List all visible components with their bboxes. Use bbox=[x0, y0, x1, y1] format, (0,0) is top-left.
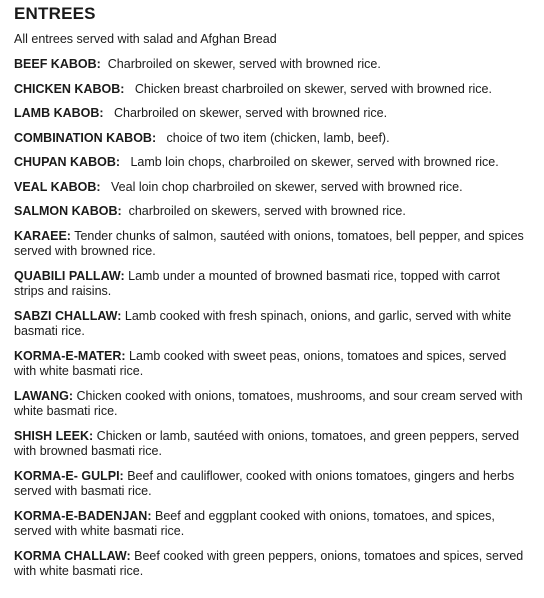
menu-item-lamb-kabob bbox=[14, 106, 530, 122]
menu-item-salmon-kabob bbox=[14, 204, 530, 220]
section-title: ENTREES bbox=[14, 4, 96, 23]
menu-item-korma-challaw bbox=[14, 549, 530, 580]
menu-item-sabzi-challaw bbox=[14, 309, 530, 340]
item-name: BEEF KABOB: bbox=[14, 57, 101, 71]
item-name: CHUPAN KABOB: bbox=[14, 155, 121, 169]
menu-item-korma-e-badenjan bbox=[14, 509, 530, 540]
menu-item-beef-kabob bbox=[14, 57, 530, 73]
item-name: KORMA CHALLAW: bbox=[14, 548, 131, 563]
section-subtitle: All entrees served with salad and Afghan Bread bbox=[14, 32, 277, 46]
item-name: KORMA-E- GULPI: bbox=[14, 468, 124, 483]
menu-item-karaee bbox=[14, 229, 530, 260]
item-description: Chicken cooked with onions, tomatoes, mushrooms, and sour cream served with white basmati rice. bbox=[14, 388, 523, 418]
item-description: charbroiled on skewers, served with browned rice. bbox=[128, 204, 406, 218]
menu-item-korma-e-gulpi bbox=[14, 469, 530, 500]
menu-item-combination-kabob bbox=[14, 131, 530, 147]
item-name: QUABILI PALLAW: bbox=[14, 268, 125, 283]
item-description: Chicken breast charbroiled on skewer, served with browned rice. bbox=[134, 81, 492, 96]
menu-item-korma-e-mater bbox=[14, 349, 530, 380]
menu-item-chicken-kabob bbox=[14, 82, 530, 98]
item-name: COMBINATION KABOB: bbox=[14, 130, 157, 145]
item-name: KARAEE: bbox=[14, 228, 71, 243]
item-description: Veal loin chop charbroiled on skewer, served with browned rice. bbox=[111, 179, 463, 194]
item-description: Lamb loin chops, charbroiled on skewer, served with browned rice. bbox=[130, 155, 499, 169]
item-description: Beef and cauliflower, cooked with onions tomatoes, gingers and herbs served with basmati rice. bbox=[14, 468, 515, 498]
item-description: Lamb cooked with sweet peas, onions, tomatoes and spices, served with white basmati rice. bbox=[14, 348, 507, 378]
item-description: Beef cooked with green peppers, onions, tomatoes and spices, served with white basmati rice. bbox=[14, 548, 524, 578]
item-name: SABZI CHALLAW: bbox=[14, 308, 122, 323]
item-name: VEAL KABOB: bbox=[14, 179, 101, 194]
item-description: choice of two item (chicken, lamb, beef). bbox=[166, 130, 390, 145]
item-description: Lamb under a mounted of browned basmati rice, topped with carrot strips and raisins. bbox=[14, 268, 500, 298]
menu-item-veal-kabob bbox=[14, 180, 530, 196]
item-description: Tender chunks of salmon, sautéed with onions, tomatoes, bell pepper, and spices served with browned rice. bbox=[14, 228, 524, 258]
item-name: LAWANG: bbox=[14, 388, 74, 403]
item-name: SHISH LEEK: bbox=[14, 428, 94, 443]
item-name: LAMB KABOB: bbox=[14, 106, 104, 120]
entree-list bbox=[14, 57, 530, 580]
menu-item-lawang bbox=[14, 389, 530, 420]
menu-item-chupan-kabob bbox=[14, 155, 530, 171]
item-name: KORMA-E-MATER: bbox=[14, 348, 126, 363]
menu-item-quabili-pallaw bbox=[14, 269, 530, 300]
item-description: Charbroiled on skewer, served with browned rice. bbox=[107, 57, 381, 71]
item-name: CHICKEN KABOB: bbox=[14, 81, 125, 96]
item-description: Beef and eggplant cooked with onions, tomatoes, and spices, served with white basmati rice. bbox=[14, 508, 495, 538]
item-name: SALMON KABOB: bbox=[14, 204, 122, 218]
item-name: KORMA-E-BADENJAN: bbox=[14, 508, 152, 523]
menu-item-shish-leek bbox=[14, 429, 530, 460]
item-description: Charbroiled on skewer, served with browned rice. bbox=[114, 106, 388, 120]
item-description: Chicken or lamb, sautéed with onions, tomatoes, and green peppers, served with browned basmati rice. bbox=[14, 428, 520, 458]
item-description: Lamb cooked with fresh spinach, onions, and garlic, served with white basmati rice. bbox=[14, 308, 512, 338]
